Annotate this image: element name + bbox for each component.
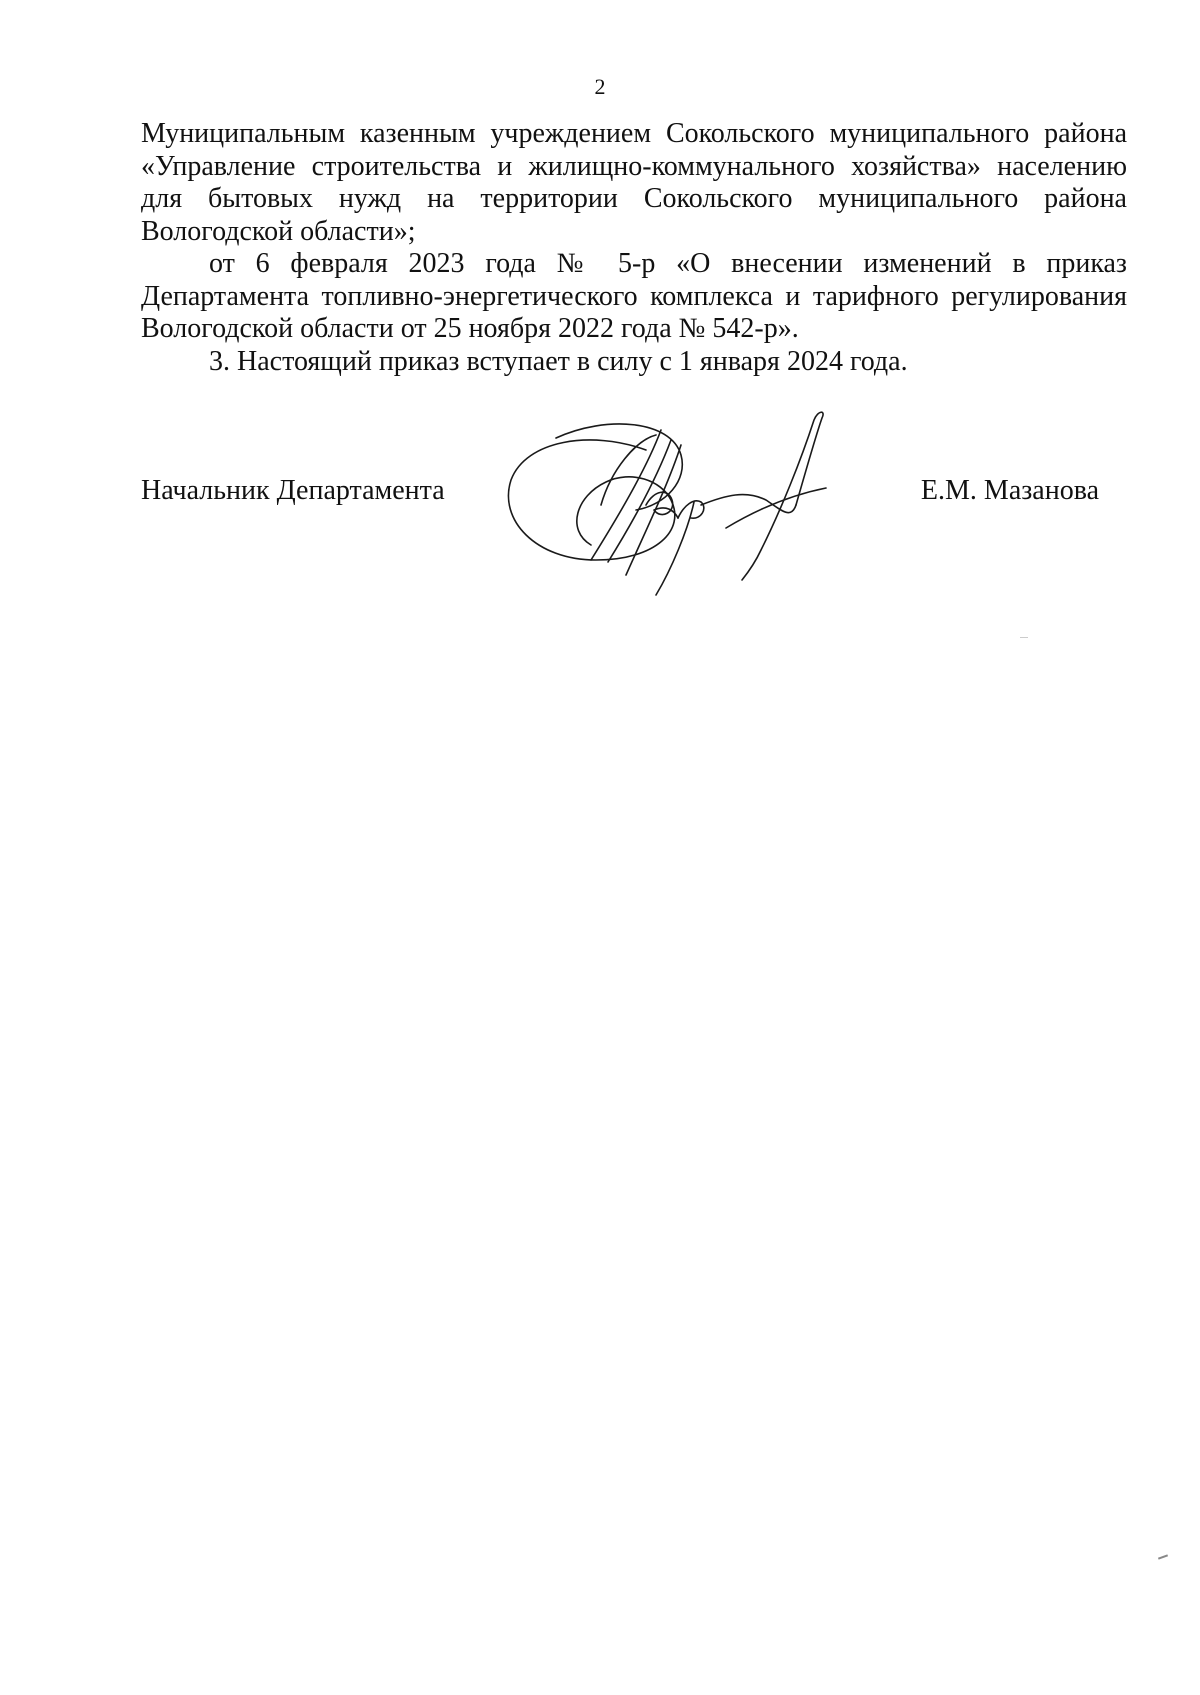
signatory-name: Е.М. Мазанова <box>920 475 1099 506</box>
handwritten-signature <box>496 410 841 600</box>
paragraph-effective-date: 3. Настоящий приказ вступает в силу с 1 января 2024 года. <box>209 345 908 377</box>
scan-artifact <box>1020 637 1028 638</box>
signatory-title: Начальник Департамента <box>141 475 445 506</box>
page-number: 2 <box>594 74 606 99</box>
scan-artifact <box>1158 1554 1168 1559</box>
signature-block <box>141 475 1127 635</box>
paragraph-amendment-order: от 6 февраля 2023 года № 5-р «О внесении изменений в приказ Департамента топливно-энергетического комплекса и тарифного регулирования Вологодской области от 25 ноября 2022 года № 542-р». <box>141 248 1127 344</box>
paragraph-continuation: Муниципальным казенным учреждением Сокольского муниципального района «Управление строительства и жилищно-коммунального хозяйства» населению для бытовых нужд на территории Сокольского муниципального района Вологодской области»; <box>141 118 1127 247</box>
document-body <box>141 118 1127 378</box>
